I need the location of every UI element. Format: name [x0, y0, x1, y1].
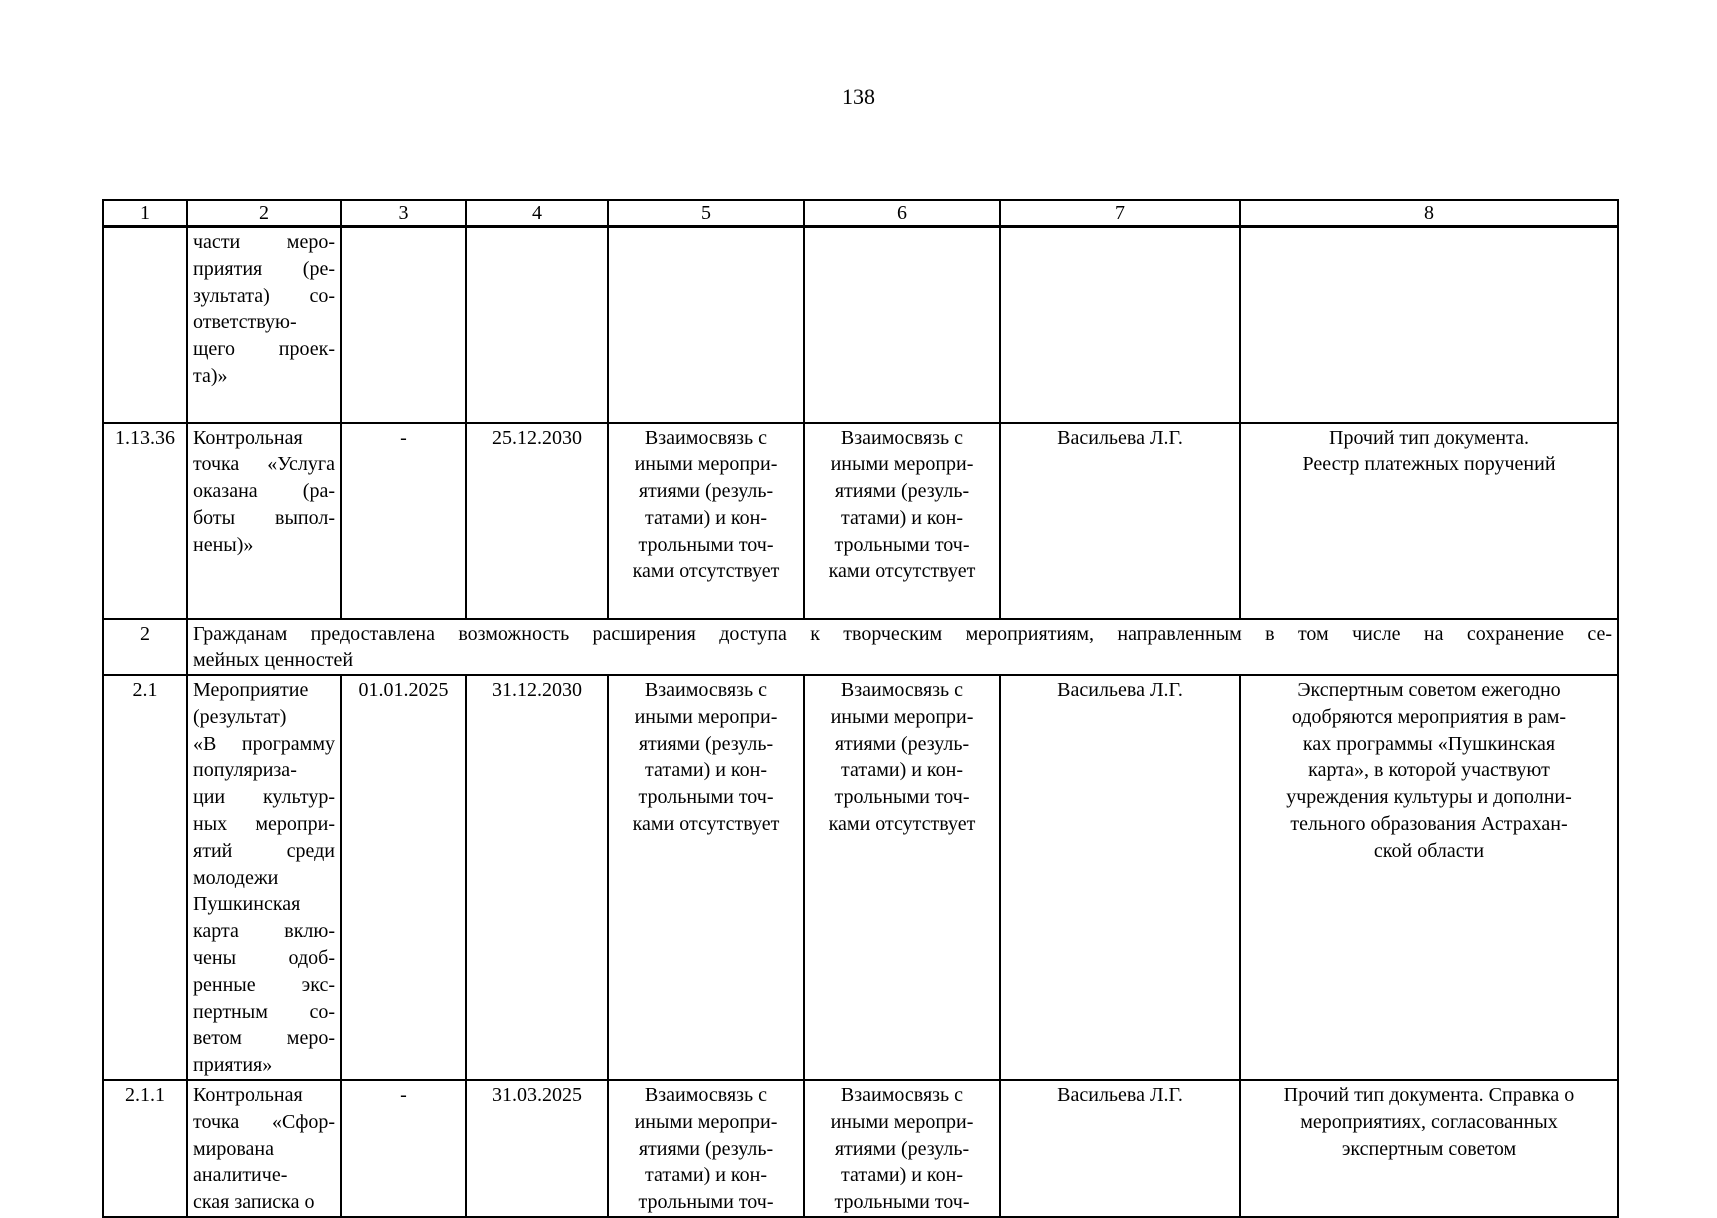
header-col-2: 2 [187, 200, 341, 227]
cell-document [1240, 675, 1618, 1080]
cell-line: татами) и кон- [841, 1164, 963, 1187]
cell-line: экспертным советом [1341, 1137, 1517, 1160]
cell-line: татами) и кон- [645, 506, 767, 529]
cell-line: Гражданам предоставлена возможность расширения доступа к творческим мероприятиям, направленным в том числе на сохранение се- [193, 622, 1612, 645]
cell-responsible: Васильева Л.Г. [1000, 1080, 1240, 1217]
table-row [103, 1080, 1618, 1217]
cell-line: точка «Услуга [193, 453, 335, 476]
cell-line: ных меропри- [193, 813, 335, 836]
cell-line: Прочий тип документа. Справка о [1283, 1084, 1575, 1107]
cell-line: ятиями (резуль- [834, 480, 970, 503]
cell-number: 2 [103, 619, 187, 676]
cell-line: Контрольная [193, 426, 303, 449]
header-col-5: 5 [608, 200, 804, 227]
cell-line: ятиями (резуль- [638, 1137, 774, 1160]
cell-line: ятиями (резуль- [834, 1137, 970, 1160]
cell-name [187, 227, 341, 423]
cell-line: ятиями (резуль- [834, 732, 970, 755]
cell-predecessor-link [608, 423, 804, 619]
cell-line: трольными точ- [638, 1191, 774, 1214]
cell-line: иными меропри- [634, 453, 778, 476]
cell-end-date: 25.12.2030 [466, 423, 608, 619]
cell-predecessor-link [608, 1080, 804, 1217]
table-row [103, 675, 1618, 1080]
cell-document [1240, 1080, 1618, 1217]
cell-responsible: Васильева Л.Г. [1000, 675, 1240, 1080]
cell-line: Взаимосвязь с [644, 1084, 768, 1107]
cell-line: «В программу [193, 732, 335, 755]
header-col-8: 8 [1240, 200, 1618, 227]
cell-line: Экспертным советом ежегодно [1297, 679, 1561, 702]
cell-line: боты выпол- [193, 506, 335, 529]
cell-line: пертным со- [193, 1000, 335, 1023]
cell-line: иными меропри- [634, 1110, 778, 1133]
cell-line: трольными точ- [638, 786, 774, 809]
cell-line: Реестр платежных поручений [1302, 453, 1556, 476]
header-col-3: 3 [341, 200, 466, 227]
cell-line: Пушкинская [193, 893, 301, 916]
cell-number: 1.13.36 [103, 423, 187, 619]
cell-start-date: 01.01.2025 [341, 675, 466, 1080]
cell-line: приятия (ре- [193, 257, 335, 280]
cell-document [1240, 227, 1618, 423]
cell-start-date: - [341, 1080, 466, 1217]
cell-line: татами) и кон- [841, 506, 963, 529]
cell-predecessor-link [608, 675, 804, 1080]
table-row [103, 423, 1618, 619]
cell-line: ятий среди [193, 839, 335, 862]
cell-successor-link [804, 1080, 1000, 1217]
cell-line: иными меропри- [830, 705, 974, 728]
cell-line: (результат) [193, 705, 287, 728]
page-number: 138 [842, 84, 875, 109]
cell-name [187, 675, 341, 1080]
table-row [103, 227, 1618, 423]
cell-line: иными меропри- [634, 705, 778, 728]
cell-line: ками отсутствует [632, 813, 780, 836]
cell-end-date: 31.12.2030 [466, 675, 608, 1080]
cell-line: Взаимосвязь с [644, 426, 768, 449]
cell-line: щего проек- [193, 338, 335, 361]
cell-line: точка «Сфор- [193, 1110, 335, 1133]
cell-line: ветом меро- [193, 1027, 335, 1050]
cell-line: ответствую- [193, 311, 297, 334]
cell-name [187, 1080, 341, 1217]
cell-line: ской области [1373, 839, 1485, 862]
header-col-4: 4 [466, 200, 608, 227]
cell-line: ции культур- [193, 786, 335, 809]
cell-line: Контрольная [193, 1084, 303, 1107]
cell-responsible: Васильева Л.Г. [1000, 423, 1240, 619]
cell-line: аналитиче- [193, 1164, 288, 1187]
cell-number [103, 227, 187, 423]
cell-line: иными меропри- [830, 453, 974, 476]
cell-predecessor-link [608, 227, 804, 423]
header-col-1: 1 [103, 200, 187, 227]
cell-line: карта», в которой участвуют [1308, 759, 1550, 782]
cell-line: Взаимосвязь с [644, 679, 768, 702]
cell-number: 2.1.1 [103, 1080, 187, 1217]
cell-line: татами) и кон- [645, 759, 767, 782]
cell-line: иными меропри- [830, 1110, 974, 1133]
cell-line: зультата) со- [193, 284, 335, 307]
cell-line: части меро- [193, 231, 335, 253]
cell-line: ками отсутствует [828, 560, 976, 583]
cell-responsible [1000, 227, 1240, 423]
header-col-7: 7 [1000, 200, 1240, 227]
cell-line: татами) и кон- [841, 759, 963, 782]
cell-line: трольными точ- [834, 1191, 970, 1214]
cell-line: мейных ценностей [193, 649, 354, 672]
cell-line: Взаимосвязь с [840, 679, 964, 702]
cell-line: ками отсутствует [828, 813, 976, 836]
cell-line: Взаимосвязь с [840, 1084, 964, 1107]
cell-line: та)» [193, 364, 228, 387]
cell-line: татами) и кон- [645, 1164, 767, 1187]
cell-line: ятиями (резуль- [638, 732, 774, 755]
cell-line: чены одоб- [193, 947, 335, 970]
cell-successor-link [804, 675, 1000, 1080]
cell-document [1240, 423, 1618, 619]
cell-line: Взаимосвязь с [840, 426, 964, 449]
cell-number: 2.1 [103, 675, 187, 1080]
plan-table [102, 199, 1619, 1218]
table-header-row [103, 200, 1618, 227]
cell-line: оказана (ра- [193, 480, 335, 503]
cell-start-date [341, 227, 466, 423]
cell-line: Мероприятие [193, 679, 309, 702]
cell-successor-link [804, 423, 1000, 619]
cell-line: мероприятиях, согласованных [1300, 1110, 1558, 1133]
section-title [187, 619, 1618, 676]
cell-line: карта вклю- [193, 920, 335, 943]
cell-line: ская записка о [193, 1191, 315, 1214]
cell-line: Прочий тип документа. [1329, 426, 1529, 449]
cell-end-date: 31.03.2025 [466, 1080, 608, 1217]
header-col-6: 6 [804, 200, 1000, 227]
cell-successor-link [804, 227, 1000, 423]
cell-start-date: - [341, 423, 466, 619]
cell-line: ятиями (резуль- [638, 480, 774, 503]
cell-line: одобряются мероприятия в рам- [1291, 705, 1567, 728]
cell-line: трольными точ- [834, 786, 970, 809]
cell-line: приятия» [193, 1054, 273, 1077]
cell-line: трольными точ- [834, 533, 970, 556]
cell-line: ренные экс- [193, 973, 335, 996]
cell-line: мирована [193, 1137, 274, 1160]
cell-line: ками отсутствует [632, 560, 780, 583]
cell-line: ках программы «Пушкинская [1302, 732, 1556, 755]
cell-line: популяриза- [193, 759, 297, 782]
cell-line: тельного образования Астрахан- [1290, 813, 1568, 836]
cell-line: трольными точ- [638, 533, 774, 556]
cell-end-date [466, 227, 608, 423]
cell-line: учреждения культуры и дополни- [1286, 786, 1572, 809]
cell-line: молодежи [193, 866, 279, 889]
cell-line: нены)» [193, 533, 254, 556]
cell-name [187, 423, 341, 619]
section-row [103, 619, 1618, 676]
